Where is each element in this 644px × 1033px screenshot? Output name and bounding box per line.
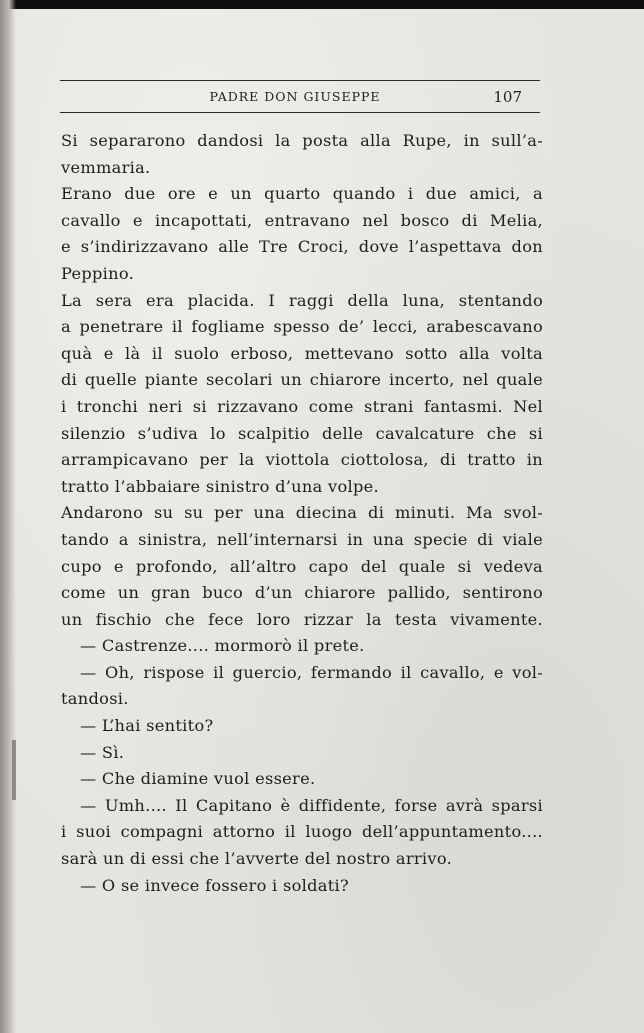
dialogue-line: — Castrenze.... mormorò il prete. [80,636,365,656]
text-line: vemmaria. [61,157,151,177]
page-binding-edge [0,0,16,1033]
text-line: e s’indirizzavano alle Tre Croci, dove l’aspettava don [61,237,543,257]
text-line: tando a sinistra, nell’internarsi in una specie di viale [61,529,543,549]
page-number: 107 [493,88,522,106]
body-text [61,128,543,899]
text-line: silenzio s’udiva lo scalpitio delle cavalcature che si [61,423,543,443]
header-rule-top [60,80,540,81]
page-top-edge [0,0,644,9]
text-line: sarà un di essi che l’avverte del nostro arrivo. [61,849,453,869]
dialogue-line: — O se invece fossero i soldati? [80,875,349,895]
text-line: quà e là il suolo erboso, mettevano sotto alla volta [61,343,543,363]
dialogue-line: — Sì. [80,742,125,762]
text-line: La sera era placida. I raggi della luna, stentando [61,290,543,310]
text-line: come un gran buco d’un chiarore pallido, sentirono [61,583,543,603]
text-line: di quelle piante secolari un chiarore incerto, nel quale [61,370,543,390]
text-line: Peppino. [61,263,135,283]
running-title: PADRE DON GIUSEPPE [209,89,381,104]
text-line: tratto l’abbaiare sinistro d’una volpe. [61,476,379,496]
text-line: i suoi compagni attorno il luogo dell’appuntamento.... [61,822,543,842]
dialogue-line: — L’hai sentito? [80,716,214,736]
binding-shadow [12,740,16,800]
text-line: cupo e profondo, all’altro capo del quale si vedeva [61,556,543,576]
dialogue-line: — Che diamine vuol essere. [80,769,316,789]
text-line: cavallo e incapottati, entravano nel bosco di Melia, [61,210,543,230]
text-line: Erano due ore e un quarto quando i due amici, a [61,184,543,204]
running-head [60,88,530,108]
text-line: arrampicavano per la viottola ciottolosa, di tratto in [61,450,543,470]
dialogue-line: — Umh.... Il Capitano è diffidente, forse avrà sparsi [80,795,543,815]
text-line: Andarono su su per una diecina di minuti. Ma svol- [61,503,543,523]
text-line: Si separarono dandosi la posta alla Rupe, in sull’a- [61,131,543,150]
text-line: a penetrare il fogliame spesso de’ lecci, arabescavano [61,317,543,337]
dialogue-line: — Oh, rispose il guercio, fermando il cavallo, e vol- [80,662,543,682]
header-rule-bottom [60,112,540,113]
text-line: tandosi. [61,689,129,709]
text-line: i tronchi neri si rizzavano come strani fantasmi. Nel [61,396,543,416]
text-line: un fischio che fece loro rizzar la testa vivamente. [61,609,543,629]
